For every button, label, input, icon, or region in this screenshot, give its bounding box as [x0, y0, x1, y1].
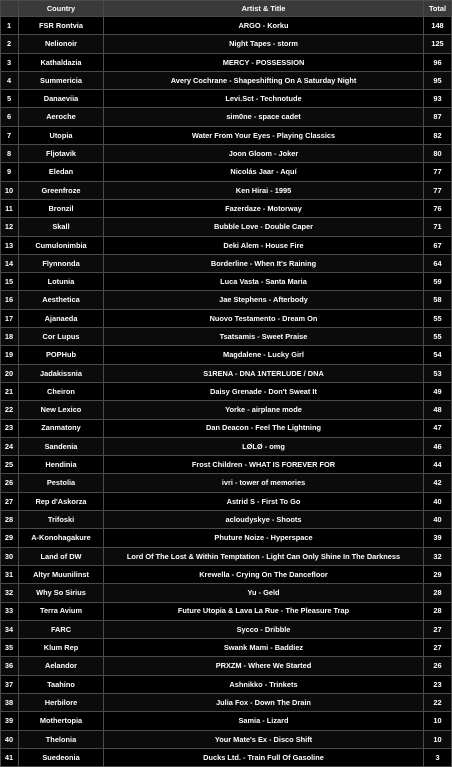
rank-cell: 29 [1, 529, 19, 547]
rank-cell: 33 [1, 602, 19, 620]
artist-title-cell: Dan Deacon - Feel The Lightning [104, 419, 424, 437]
artist-title-cell: Jae Stephens - Afterbody [104, 291, 424, 309]
results-body [1, 17, 452, 767]
artist-title-cell: Joon Gloom - Joker [104, 145, 424, 163]
total-cell: 23 [424, 675, 452, 693]
header-row [1, 1, 452, 17]
artist-title-cell: Luca Vasta - Santa Maria [104, 273, 424, 291]
table-row [1, 199, 452, 217]
country-cell: Mothertopia [19, 712, 104, 730]
country-cell: Herbilore [19, 693, 104, 711]
country-cell: Cor Lupus [19, 328, 104, 346]
table-row [1, 511, 452, 529]
total-cell: 27 [424, 620, 452, 638]
artist-title-cell: Samia - Lizard [104, 712, 424, 730]
rank-cell: 6 [1, 108, 19, 126]
country-cell: Sandenia [19, 437, 104, 455]
rank-cell: 21 [1, 382, 19, 400]
artist-title-cell: Tsatsamis - Sweet Praise [104, 328, 424, 346]
country-cell: Greenfroze [19, 181, 104, 199]
country-cell: Nelionoir [19, 35, 104, 53]
total-cell: 55 [424, 328, 452, 346]
table-row [1, 529, 452, 547]
rank-cell: 36 [1, 657, 19, 675]
total-cell: 44 [424, 456, 452, 474]
table-row [1, 547, 452, 565]
table-row [1, 602, 452, 620]
country-cell: Danaeviia [19, 90, 104, 108]
country-cell: Utopia [19, 126, 104, 144]
total-cell: 77 [424, 163, 452, 181]
country-cell: Suedeonia [19, 748, 104, 766]
rank-cell: 13 [1, 236, 19, 254]
total-cell: 10 [424, 730, 452, 748]
artist-title-cell: Ashnikko - Trinkets [104, 675, 424, 693]
table-row [1, 309, 452, 327]
rank-cell: 9 [1, 163, 19, 181]
rank-cell: 11 [1, 199, 19, 217]
total-cell: 96 [424, 53, 452, 71]
country-cell: Why So Sirius [19, 584, 104, 602]
artist-title-cell: S1RENA - DNA 1NTERLUDE / DNA [104, 364, 424, 382]
table-row [1, 419, 452, 437]
total-cell: 26 [424, 657, 452, 675]
table-row [1, 145, 452, 163]
artist-title-cell: Magdalene - Lucky Girl [104, 346, 424, 364]
rank-cell: 25 [1, 456, 19, 474]
rank-cell: 26 [1, 474, 19, 492]
table-row [1, 273, 452, 291]
total-cell: 59 [424, 273, 452, 291]
artist-title-cell: Ken Hirai - 1995 [104, 181, 424, 199]
artist-title-cell: ivri - tower of memories [104, 474, 424, 492]
artist-title-cell: Julia Fox - Down The Drain [104, 693, 424, 711]
artist-title-cell: Nuovo Testamento - Dream On [104, 309, 424, 327]
rank-cell: 31 [1, 565, 19, 583]
rank-cell: 2 [1, 35, 19, 53]
artist-title-cell: Phuture Noize - Hyperspace [104, 529, 424, 547]
total-cell: 95 [424, 71, 452, 89]
rank-cell: 22 [1, 401, 19, 419]
total-cell: 3 [424, 748, 452, 766]
artist-title-cell: LØLØ - omg [104, 437, 424, 455]
table-row [1, 401, 452, 419]
artist-title-cell: Swank Mami - Baddiez [104, 639, 424, 657]
rank-cell: 23 [1, 419, 19, 437]
table-row [1, 71, 452, 89]
country-cell: Summericia [19, 71, 104, 89]
country-cell: Jadakissnia [19, 364, 104, 382]
rank-cell: 7 [1, 126, 19, 144]
rank-cell: 24 [1, 437, 19, 455]
header-rank [1, 1, 19, 17]
rank-cell: 19 [1, 346, 19, 364]
artist-title-cell: Sycco - Dribble [104, 620, 424, 638]
country-cell: New Lexico [19, 401, 104, 419]
rank-cell: 28 [1, 511, 19, 529]
rank-cell: 17 [1, 309, 19, 327]
total-cell: 10 [424, 712, 452, 730]
artist-title-cell: Frost Children - WHAT IS FOREVER FOR [104, 456, 424, 474]
total-cell: 54 [424, 346, 452, 364]
country-cell: Terra Avium [19, 602, 104, 620]
table-row [1, 730, 452, 748]
country-cell: Land of DW [19, 547, 104, 565]
total-cell: 58 [424, 291, 452, 309]
country-cell: Eledan [19, 163, 104, 181]
table-row [1, 254, 452, 272]
rank-cell: 14 [1, 254, 19, 272]
table-row [1, 492, 452, 510]
total-cell: 64 [424, 254, 452, 272]
table-row [1, 748, 452, 766]
rank-cell: 30 [1, 547, 19, 565]
artist-title-cell: PRXZM - Where We Started [104, 657, 424, 675]
artist-title-cell: Astrid S - First To Go [104, 492, 424, 510]
table-row [1, 328, 452, 346]
table-row [1, 35, 452, 53]
total-cell: 71 [424, 218, 452, 236]
table-row [1, 474, 452, 492]
table-row [1, 126, 452, 144]
table-row [1, 456, 452, 474]
table-row [1, 382, 452, 400]
country-cell: Flynnonda [19, 254, 104, 272]
table-row [1, 90, 452, 108]
rank-cell: 18 [1, 328, 19, 346]
table-row [1, 693, 452, 711]
total-cell: 29 [424, 565, 452, 583]
country-cell: Cumulonimbia [19, 236, 104, 254]
country-cell: Fljotavik [19, 145, 104, 163]
country-cell: Altyr Muunilinst [19, 565, 104, 583]
country-cell: Aeroche [19, 108, 104, 126]
country-cell: Trifoski [19, 511, 104, 529]
rank-cell: 4 [1, 71, 19, 89]
rank-cell: 34 [1, 620, 19, 638]
total-cell: 46 [424, 437, 452, 455]
artist-title-cell: sim0ne - space cadet [104, 108, 424, 126]
rank-cell: 3 [1, 53, 19, 71]
country-cell: Taahino [19, 675, 104, 693]
country-cell: Bronzil [19, 199, 104, 217]
header-total: Total [424, 1, 452, 17]
artist-title-cell: Lord Of The Lost & Within Temptation - Light Can Only Shine In The Darkness [104, 547, 424, 565]
table-row [1, 364, 452, 382]
rank-cell: 35 [1, 639, 19, 657]
total-cell: 39 [424, 529, 452, 547]
artist-title-cell: Yorke - airplane mode [104, 401, 424, 419]
artist-title-cell: acloudyskye - Shoots [104, 511, 424, 529]
table-row [1, 437, 452, 455]
artist-title-cell: Future Utopia & Lava La Rue - The Pleasure Trap [104, 602, 424, 620]
rank-cell: 8 [1, 145, 19, 163]
rank-cell: 15 [1, 273, 19, 291]
country-cell: Thelonia [19, 730, 104, 748]
country-cell: Klum Rep [19, 639, 104, 657]
country-cell: Ajanaeda [19, 309, 104, 327]
rank-cell: 41 [1, 748, 19, 766]
table-row [1, 218, 452, 236]
table-row [1, 291, 452, 309]
country-cell: Aesthetica [19, 291, 104, 309]
table-row [1, 639, 452, 657]
artist-title-cell: Avery Cochrane - Shapeshifting On A Saturday Night [104, 71, 424, 89]
artist-title-cell: ARGO - Korku [104, 17, 424, 35]
artist-title-cell: Krewella - Crying On The Dancefloor [104, 565, 424, 583]
rank-cell: 40 [1, 730, 19, 748]
total-cell: 32 [424, 547, 452, 565]
table-row [1, 620, 452, 638]
artist-title-cell: Deki Alem - House Fire [104, 236, 424, 254]
table-row [1, 108, 452, 126]
table-row [1, 53, 452, 71]
country-cell: Hendinia [19, 456, 104, 474]
total-cell: 93 [424, 90, 452, 108]
total-cell: 27 [424, 639, 452, 657]
total-cell: 148 [424, 17, 452, 35]
country-cell: POPHub [19, 346, 104, 364]
total-cell: 67 [424, 236, 452, 254]
rank-cell: 27 [1, 492, 19, 510]
country-cell: Kathaldazia [19, 53, 104, 71]
table-row [1, 657, 452, 675]
rank-cell: 16 [1, 291, 19, 309]
table-row [1, 236, 452, 254]
country-cell: Lotunia [19, 273, 104, 291]
country-cell: Zanmatony [19, 419, 104, 437]
country-cell: Cheiron [19, 382, 104, 400]
table-row [1, 181, 452, 199]
table-row [1, 163, 452, 181]
header-country: Country [19, 1, 104, 17]
rank-cell: 5 [1, 90, 19, 108]
total-cell: 48 [424, 401, 452, 419]
country-cell: Rep d'Askorza [19, 492, 104, 510]
total-cell: 28 [424, 602, 452, 620]
total-cell: 55 [424, 309, 452, 327]
rank-cell: 10 [1, 181, 19, 199]
artist-title-cell: Daisy Grenade - Don't Sweat It [104, 382, 424, 400]
artist-title-cell: Night Tapes - storm [104, 35, 424, 53]
total-cell: 40 [424, 492, 452, 510]
total-cell: 82 [424, 126, 452, 144]
total-cell: 49 [424, 382, 452, 400]
total-cell: 28 [424, 584, 452, 602]
artist-title-cell: Water From Your Eyes - Playing Classics [104, 126, 424, 144]
table-row [1, 712, 452, 730]
table-row [1, 675, 452, 693]
artist-title-cell: Bubble Love - Double Caper [104, 218, 424, 236]
artist-title-cell: Levi.Sct - Technotude [104, 90, 424, 108]
artist-title-cell: MERCY - POSSESSION [104, 53, 424, 71]
rank-cell: 39 [1, 712, 19, 730]
table-row [1, 584, 452, 602]
total-cell: 125 [424, 35, 452, 53]
header-artist-title: Artist & Title [104, 1, 424, 17]
artist-title-cell: Fazerdaze - Motorway [104, 199, 424, 217]
total-cell: 53 [424, 364, 452, 382]
country-cell: Skall [19, 218, 104, 236]
table-row [1, 17, 452, 35]
country-cell: Aelandor [19, 657, 104, 675]
artist-title-cell: Nicolás Jaar - Aquí [104, 163, 424, 181]
total-cell: 42 [424, 474, 452, 492]
total-cell: 76 [424, 199, 452, 217]
total-cell: 80 [424, 145, 452, 163]
rank-cell: 37 [1, 675, 19, 693]
rank-cell: 20 [1, 364, 19, 382]
country-cell: FSR Rontvia [19, 17, 104, 35]
country-cell: FARC [19, 620, 104, 638]
rank-cell: 38 [1, 693, 19, 711]
country-cell: Pestolia [19, 474, 104, 492]
rank-cell: 32 [1, 584, 19, 602]
total-cell: 47 [424, 419, 452, 437]
table-row [1, 565, 452, 583]
artist-title-cell: Borderline - When It's Raining [104, 254, 424, 272]
total-cell: 22 [424, 693, 452, 711]
total-cell: 77 [424, 181, 452, 199]
artist-title-cell: Your Mate's Ex - Disco Shift [104, 730, 424, 748]
table-row [1, 346, 452, 364]
rank-cell: 12 [1, 218, 19, 236]
rank-cell: 1 [1, 17, 19, 35]
total-cell: 87 [424, 108, 452, 126]
artist-title-cell: Ducks Ltd. - Train Full Of Gasoline [104, 748, 424, 766]
artist-title-cell: Yu - Geld [104, 584, 424, 602]
country-cell: A-Konohagakure [19, 529, 104, 547]
total-cell: 40 [424, 511, 452, 529]
